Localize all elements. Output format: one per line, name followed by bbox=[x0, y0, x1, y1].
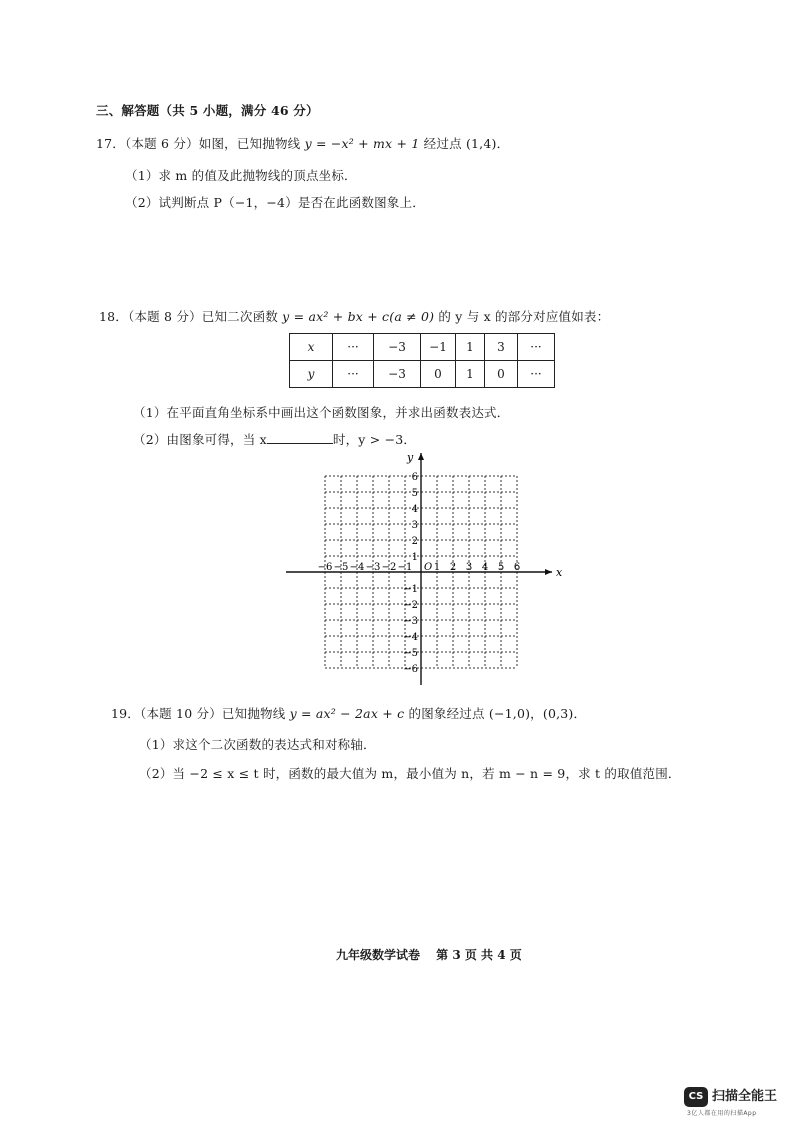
question-number: 18． bbox=[99, 309, 129, 324]
question-tail: 的图象经过点 (−1,0)，(0,3)． bbox=[408, 706, 587, 721]
x-tick-label: −2 bbox=[381, 562, 397, 573]
part-2-tail: 时，y > −3． bbox=[332, 432, 417, 447]
y-tick-label: −4 bbox=[403, 632, 418, 643]
table-cell: y bbox=[290, 361, 333, 388]
y-tick-label: −2 bbox=[403, 600, 418, 611]
table-row-y bbox=[290, 361, 555, 388]
part-2-lead: （2）由图象可得，当 x bbox=[133, 432, 267, 447]
question-tail: 的 y 与 x 的部分对应值如表： bbox=[438, 309, 610, 324]
y-tick-label: 2 bbox=[411, 536, 418, 547]
y-tick-label: 6 bbox=[411, 472, 418, 483]
page-footer: 九年级数学试卷 第 3 页 共 4 页 bbox=[336, 948, 522, 962]
table-cell: −1 bbox=[421, 334, 456, 361]
question-17-part-2: （2）试判断点 P（−1，−4）是否在此函数图象上． bbox=[125, 195, 425, 210]
coordinate-grid bbox=[280, 445, 565, 690]
table-cell: 0 bbox=[421, 361, 456, 388]
table-cell: 1 bbox=[456, 361, 485, 388]
x-tick-label: −4 bbox=[349, 562, 365, 573]
y-tick-label: −1 bbox=[403, 584, 418, 595]
y-tick-label: −5 bbox=[403, 648, 418, 659]
quadratic-formula: y = ax² + bx + c(a ≠ 0) bbox=[282, 309, 435, 324]
question-number: 17． bbox=[96, 136, 126, 151]
question-19-stem bbox=[111, 704, 586, 722]
scanner-logo-icon: CS bbox=[684, 1087, 708, 1107]
table-cell: ··· bbox=[518, 334, 555, 361]
parabola-formula: y = ax² − 2ax + c bbox=[289, 706, 405, 721]
scanner-app-name: 扫描全能王 bbox=[712, 1089, 778, 1104]
x-tick-label: 5 bbox=[497, 562, 505, 573]
question-19-part-2: （2）当 −2 ≤ x ≤ t 时，函数的最大值为 m，最小值为 n，若 m − n = 9，求 t 的取值范围． bbox=[139, 766, 681, 781]
question-intro: （本题 6 分）如图，已知抛物线 bbox=[125, 136, 301, 151]
y-tick-label: −3 bbox=[403, 616, 418, 627]
x-tick-label: 1 bbox=[433, 562, 441, 573]
x-axis-arrow bbox=[545, 569, 552, 575]
y-tick-label: 5 bbox=[411, 488, 418, 499]
question-17-stem bbox=[96, 134, 509, 152]
table-cell: ··· bbox=[518, 361, 555, 388]
table-cell: 0 bbox=[485, 361, 518, 388]
x-tick-label: 6 bbox=[513, 562, 521, 573]
x-tick-label: −6 bbox=[317, 562, 333, 573]
x-tick-label: 4 bbox=[481, 562, 489, 573]
table-cell: x bbox=[290, 334, 333, 361]
answer-blank[interactable] bbox=[267, 431, 333, 444]
x-tick-label: 3 bbox=[465, 562, 473, 573]
scanner-tagline: 3亿人都在用的扫描App bbox=[687, 1110, 757, 1117]
question-18-stem bbox=[99, 307, 609, 325]
table-cell: −3 bbox=[374, 361, 421, 388]
question-intro: （本题 8 分）已知二次函数 bbox=[128, 309, 278, 324]
x-axis-label: x bbox=[556, 566, 563, 579]
value-table bbox=[289, 333, 555, 388]
parabola-formula: y = −x² + mx + 1 bbox=[304, 136, 420, 151]
y-axis-arrow bbox=[418, 453, 424, 460]
x-tick-label: −3 bbox=[365, 562, 381, 573]
x-tick-label: −5 bbox=[333, 562, 349, 573]
question-19-part-1: （1）求这个二次函数的表达式和对称轴． bbox=[139, 737, 376, 752]
y-tick-label: 4 bbox=[411, 504, 418, 515]
y-axis-label: y bbox=[407, 451, 414, 464]
question-18-part-1: （1）在平面直角坐标系中画出这个函数图象，并求出函数表达式． bbox=[133, 405, 510, 420]
section-title: 三、解答题（共 5 小题，满分 46 分） bbox=[96, 103, 319, 118]
table-cell: ··· bbox=[333, 361, 374, 388]
x-tick-label: −1 bbox=[397, 562, 413, 573]
table-row-x bbox=[290, 334, 555, 361]
y-tick-label: 1 bbox=[411, 552, 418, 563]
y-tick-label: 3 bbox=[411, 520, 418, 531]
x-tick-label: 2 bbox=[449, 562, 457, 573]
question-intro: （本题 10 分）已知抛物线 bbox=[140, 706, 286, 721]
table-cell: ··· bbox=[333, 334, 374, 361]
table-cell: −3 bbox=[374, 334, 421, 361]
y-tick-label: −6 bbox=[403, 664, 418, 675]
table-cell: 1 bbox=[456, 334, 485, 361]
question-number: 19． bbox=[111, 706, 141, 721]
question-tail: 经过点 (1,4)． bbox=[423, 136, 510, 151]
question-17-part-1: （1）求 m 的值及此抛物线的顶点坐标． bbox=[125, 168, 357, 183]
origin-label: O bbox=[424, 562, 433, 573]
table-cell: 3 bbox=[485, 334, 518, 361]
